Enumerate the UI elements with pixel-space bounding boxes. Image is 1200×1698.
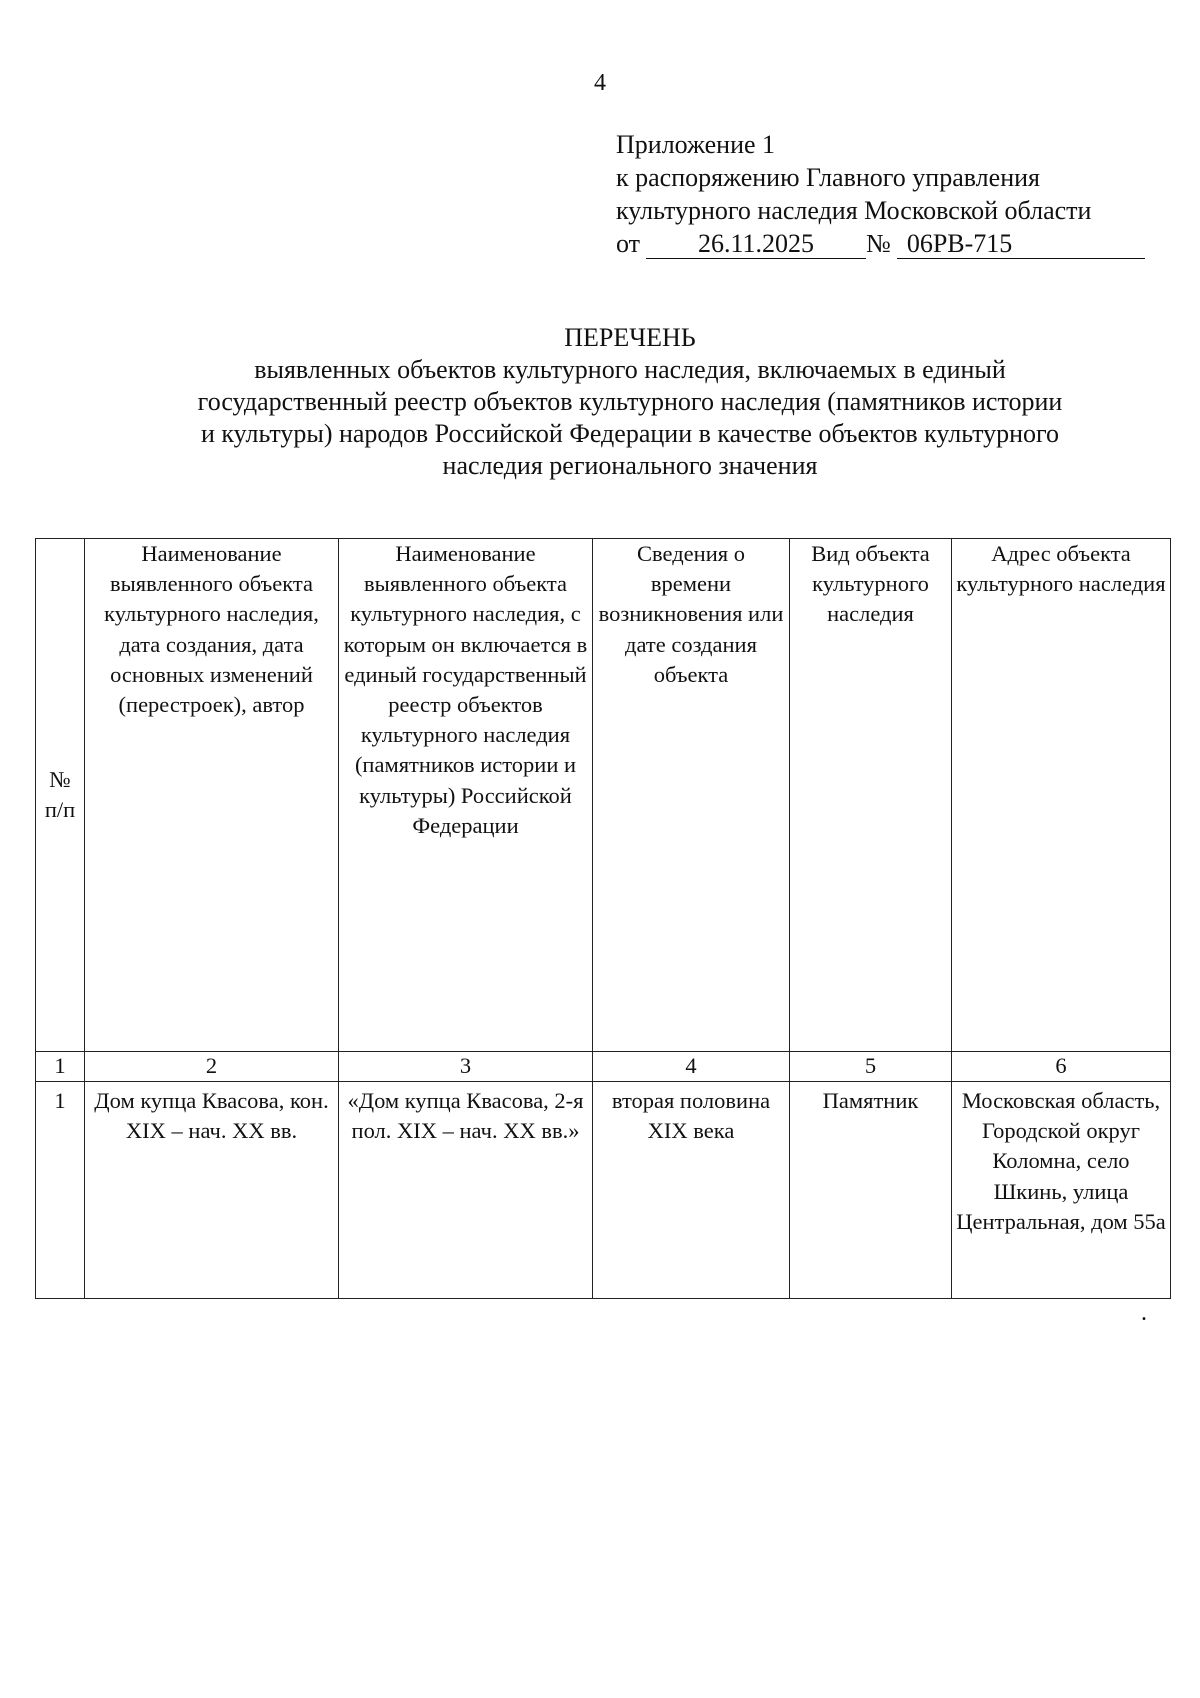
- object-address: Московская область, Городской округ Коломна, село Шкинь, улица Центральная, дом 55а: [952, 1082, 1171, 1299]
- date-prefix: от: [616, 229, 641, 258]
- title-line-3: и культуры) народов Российской Федерации в качестве объектов культурного: [200, 419, 1060, 448]
- title-line-4: наследия регионального значения: [442, 451, 818, 480]
- decree-number: 06РВ-715: [897, 230, 1145, 259]
- appendix-title: Приложение 1: [616, 130, 776, 159]
- decree-date: 26.11.2025: [646, 230, 866, 259]
- column-index: 3: [339, 1052, 593, 1082]
- object-type: Памятник: [790, 1082, 952, 1299]
- column-index: 5: [790, 1052, 952, 1082]
- column-index: 2: [85, 1052, 339, 1082]
- title-line-2: государственный реестр объектов культурного наследия (памятников истории: [197, 387, 1063, 416]
- heritage-table: [35, 538, 1171, 1299]
- page-number: 4: [594, 70, 606, 96]
- appendix-block: [616, 128, 1145, 260]
- column-index: 1: [36, 1052, 85, 1082]
- object-name: Дом купца Квасова, кон. XIX – нач. XX вв.: [85, 1082, 339, 1299]
- appendix-date-number-line: [616, 227, 1145, 260]
- table-header-row: [36, 539, 1171, 1052]
- column-index: 6: [952, 1052, 1171, 1082]
- title-line-1: выявленных объектов культурного наследия, включаемых в единый: [254, 355, 1006, 384]
- number-prefix: №: [866, 229, 891, 258]
- title-heading: ПЕРЕЧЕНЬ: [564, 323, 696, 352]
- column-index-row: [36, 1052, 1171, 1082]
- creation-time: вторая половина XIX века: [593, 1082, 790, 1299]
- document-title: [110, 322, 1150, 482]
- appendix-authority-line: культурного наследия Московской области: [616, 196, 1092, 225]
- appendix-decree-line: к распоряжению Главного управления: [616, 163, 1040, 192]
- header-number: № п/п: [36, 539, 85, 1052]
- header-registry-name: Наименование выявленного объекта культурного наследия, с которым он включается в единый государственный реестр объектов культурного наследия (памятников истории и культуры) Российской Федерации: [339, 539, 593, 1052]
- header-creation-time: Сведения о времени возникновения или дате создания объекта: [593, 539, 790, 1052]
- table-row: [36, 1082, 1171, 1299]
- header-address: Адрес объекта культурного наследия: [952, 539, 1171, 1052]
- header-object-type: Вид объекта культурного наследия: [790, 539, 952, 1052]
- registry-name: «Дом купца Квасова, 2-я пол. XIX – нач. XX вв.»: [339, 1082, 593, 1299]
- column-index: 4: [593, 1052, 790, 1082]
- header-object-name: Наименование выявленного объекта культурного наследия, дата создания, дата основных изменений (перестроек), автор: [85, 539, 339, 1052]
- row-number: 1: [36, 1082, 85, 1299]
- trailing-mark: .: [1141, 1300, 1147, 1326]
